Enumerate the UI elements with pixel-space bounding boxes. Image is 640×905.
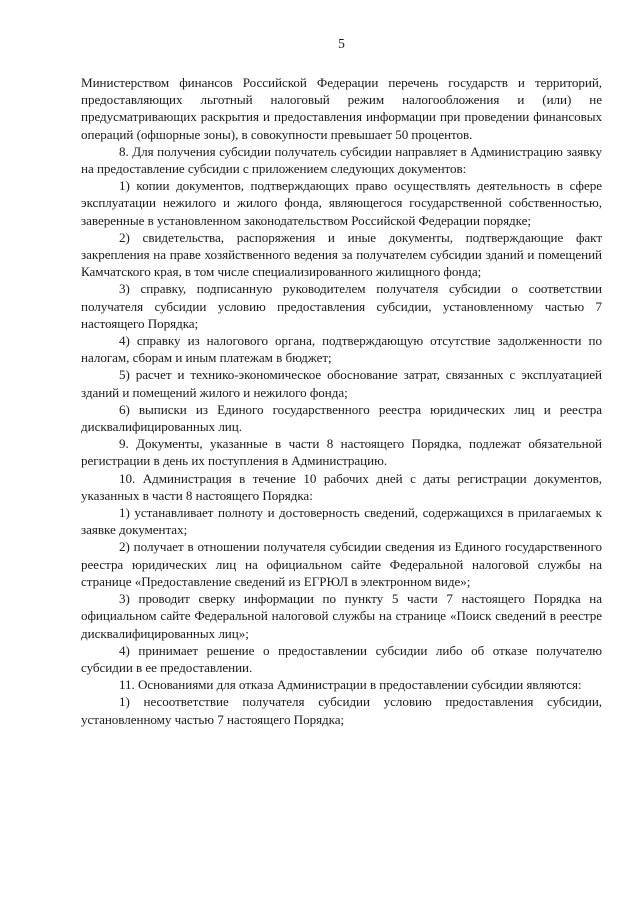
list-item-8-1: 1) копии документов, подтверждающих право осуществлять деятельность в сфере эксплуатации нежилого и жилого фонда, являющегося государственной собственностью, заверенные в установленном законодательством Российской Федерации порядке; <box>81 178 602 228</box>
page-number: 5 <box>338 36 345 51</box>
list-item-8-4: 4) справку из налогового органа, подтверждающую отсутствие задолженности по налогам, сборам и иным платежам в бюджет; <box>81 333 602 366</box>
paragraph-section-8: 8. Для получения субсидии получатель субсидии направляет в Администрацию заявку на предоставление субсидии с приложением следующих документов: <box>81 143 602 177</box>
list-item-10-1: 1) устанавливает полноту и достоверность сведений, содержащихся в прилагаемых к заявке документах; <box>81 505 602 538</box>
paragraph-section-11: 11. Основаниями для отказа Администрации в предоставлении субсидии являются: <box>119 677 582 693</box>
list-item-8-6: 6) выписки из Единого государственного реестра юридических лиц и реестра дисквалифицированных лиц. <box>81 401 602 435</box>
list-item-10-4: 4) принимает решение о предоставлении субсидии либо об отказе получателю субсидии в ее предоставлении. <box>81 642 602 675</box>
document-body <box>81 74 602 728</box>
list-item-10-2: 2) получает в отношении получателя субсидии сведения из Единого государственного реестра юридических лиц на официальном сайте Федеральной налоговой службы на странице «Предоставление сведений из ЕГРЮЛ в электронном виде»; <box>81 539 602 589</box>
list-item-8-3: 3) справку, подписанную руководителем получателя субсидии о соответствии получателя субсидии условию предоставления субсидии, установленному частью 7 настоящего Порядка; <box>81 281 602 331</box>
paragraph-section-9: 9. Документы, указанные в части 8 настоящего Порядка, подлежат обязательной регистрации в день их поступления в Администрацию. <box>81 436 602 469</box>
list-item-10-3: 3) проводит сверку информации по пункту 5 части 7 настоящего Порядка на официальном сайте Федеральной налоговой службы на странице «Поиск сведений в реестре дисквалифицированных лиц»; <box>81 591 602 641</box>
list-item-8-2: 2) свидетельства, распоряжения и иные документы, подтверждающие факт закрепления на праве хозяйственного ведения за получателем субсидии зданий и помещений Камчатского края, в том числе специализированного жилищного фонда; <box>81 229 602 280</box>
document-page <box>81 35 602 728</box>
list-item-11-1: 1) несоответствие получателя субсидии условию предоставления субсидии, установленному частью 7 настоящего Порядка; <box>81 694 602 727</box>
list-item-8-5: 5) расчет и технико-экономическое обоснование затрат, связанных с эксплуатацией зданий и помещений жилого и нежилого фонда; <box>81 367 602 400</box>
paragraph-section-10: 10. Администрация в течение 10 рабочих дней с даты регистрации документов, указанных в части 8 настоящего Порядка: <box>81 470 602 503</box>
paragraph-continuation: Министерством финансов Российской Федерации перечень государств и территорий, предоставляющих льготный налоговый режим налогообложения и (или) не предусматривающих раскрытия и предоставления информации при проведении финансовых операций (офшорные зоны), в совокупности превышает 50 процентов. <box>81 75 602 142</box>
